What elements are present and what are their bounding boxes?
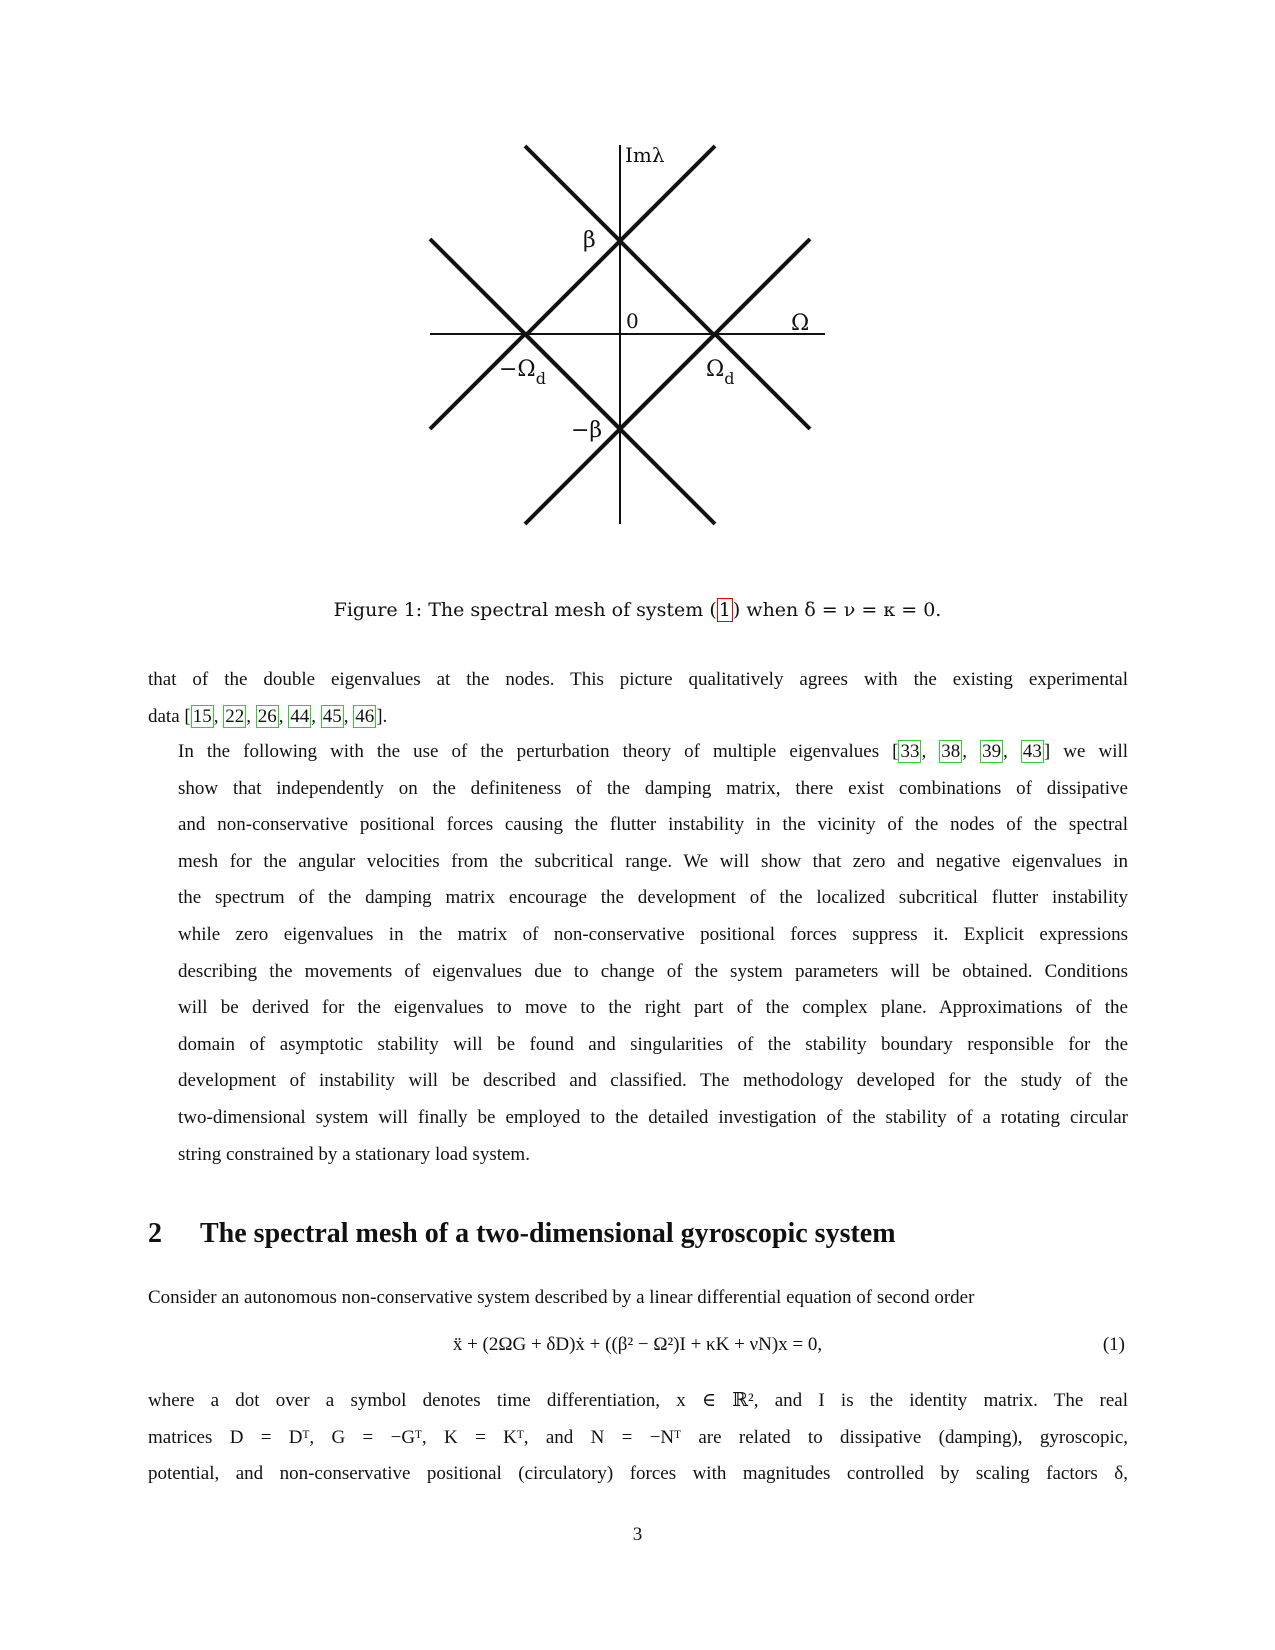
label-zero: 0 [626, 309, 639, 333]
citation-link[interactable]: 26 [257, 705, 277, 727]
citation-link[interactable]: 39 [982, 741, 1002, 762]
label-im-lambda: Imλ [625, 143, 665, 167]
citation-link[interactable]: 43 [1022, 741, 1042, 762]
spectral-mesh-figure [425, 140, 835, 540]
label-omega: Ω [791, 311, 810, 336]
label-beta: β [583, 228, 596, 253]
label-neg-beta: −β [571, 418, 603, 443]
equation-number: (1) [1102, 1334, 1125, 1355]
equation-ref-link[interactable]: 1 [718, 599, 731, 621]
citation-link[interactable]: 22 [225, 705, 245, 727]
citation-link[interactable]: 46 [355, 705, 375, 727]
citation-link[interactable]: 44 [290, 705, 310, 727]
paragraph-3: Consider an autonomous non-conservative system described by a linear differential equation of second order [148, 1287, 975, 1308]
paragraph-4: where a dot over a symbol denotes time differentiation, x ∈ ℝ², and I is the identity matrix. The real matrices D = Dᵀ, G = −Gᵀ, K = Kᵀ, and N = −Nᵀ are related to dissipative (damping), gyroscopic, potential, and non-conservative positional (circulatory) forces with magnitudes controlled by scaling factors δ, [148, 1390, 1128, 1485]
citation-link[interactable]: 45 [322, 705, 342, 727]
label-omega-d: $\Omega_d$ [706, 357, 735, 388]
citation-link[interactable]: 33 [900, 741, 920, 762]
citation-link[interactable]: 38 [941, 741, 961, 762]
equation-1: ẍ + (2ΩG + δD)ẋ + ((β² − Ω²)I + κK + νN)x = 0, [452, 1334, 823, 1355]
section-heading: 2 The spectral mesh of a two-dimensional gyroscopic system [148, 1218, 896, 1249]
citation-link[interactable]: 15 [192, 705, 212, 727]
paragraph-1: that of the double eigenvalues at the nodes. This picture qualitatively agrees with the existing experimental data [ 15 , 22 , 26 , 44 , 45 , 46 ]. [148, 669, 1128, 727]
figure-caption: Figure 1: The spectral mesh of system ( 1 ) when δ = ν = κ = 0. [333, 599, 942, 621]
label-neg-omega-d: $-\Omega_d$ [499, 357, 546, 388]
spectral-mesh-diagram [425, 140, 835, 540]
page-number: 3 [632, 1524, 643, 1545]
paragraph-2: In the following with the use of the perturbation theory of multiple eigenvalues [ 33 , 38 , 39 , 43 ] we will show that independently on the definiteness of the damping matrix, there exist combinations of dissipative and non-conservative positional forces causing the flutter instability in the vicinity of the nodes of the spectral mesh for the angular velocities from the subcritical range. We will show that zero and negative eigenvalues in the spectrum of the damping matrix encourage the development of the localized subcritical flutter instability while zero eigenvalues in the matrix of non-conservative positional forces suppress it. Explicit expressions describing the movements of eigenvalues due to change of the system parameters will be obtained. Conditions will be derived for the eigenvalues to move to the right part of the complex plane. Approximations of the domain of asymptotic stability will be found and singularities of the stability boundary responsible for the development of instability will be described and classified. The methodology developed for the study of the two-dimensional system will finally be employed to the detailed investigation of the stability of a rotating circular string constrained by a stationary load system. [178, 741, 1129, 1165]
